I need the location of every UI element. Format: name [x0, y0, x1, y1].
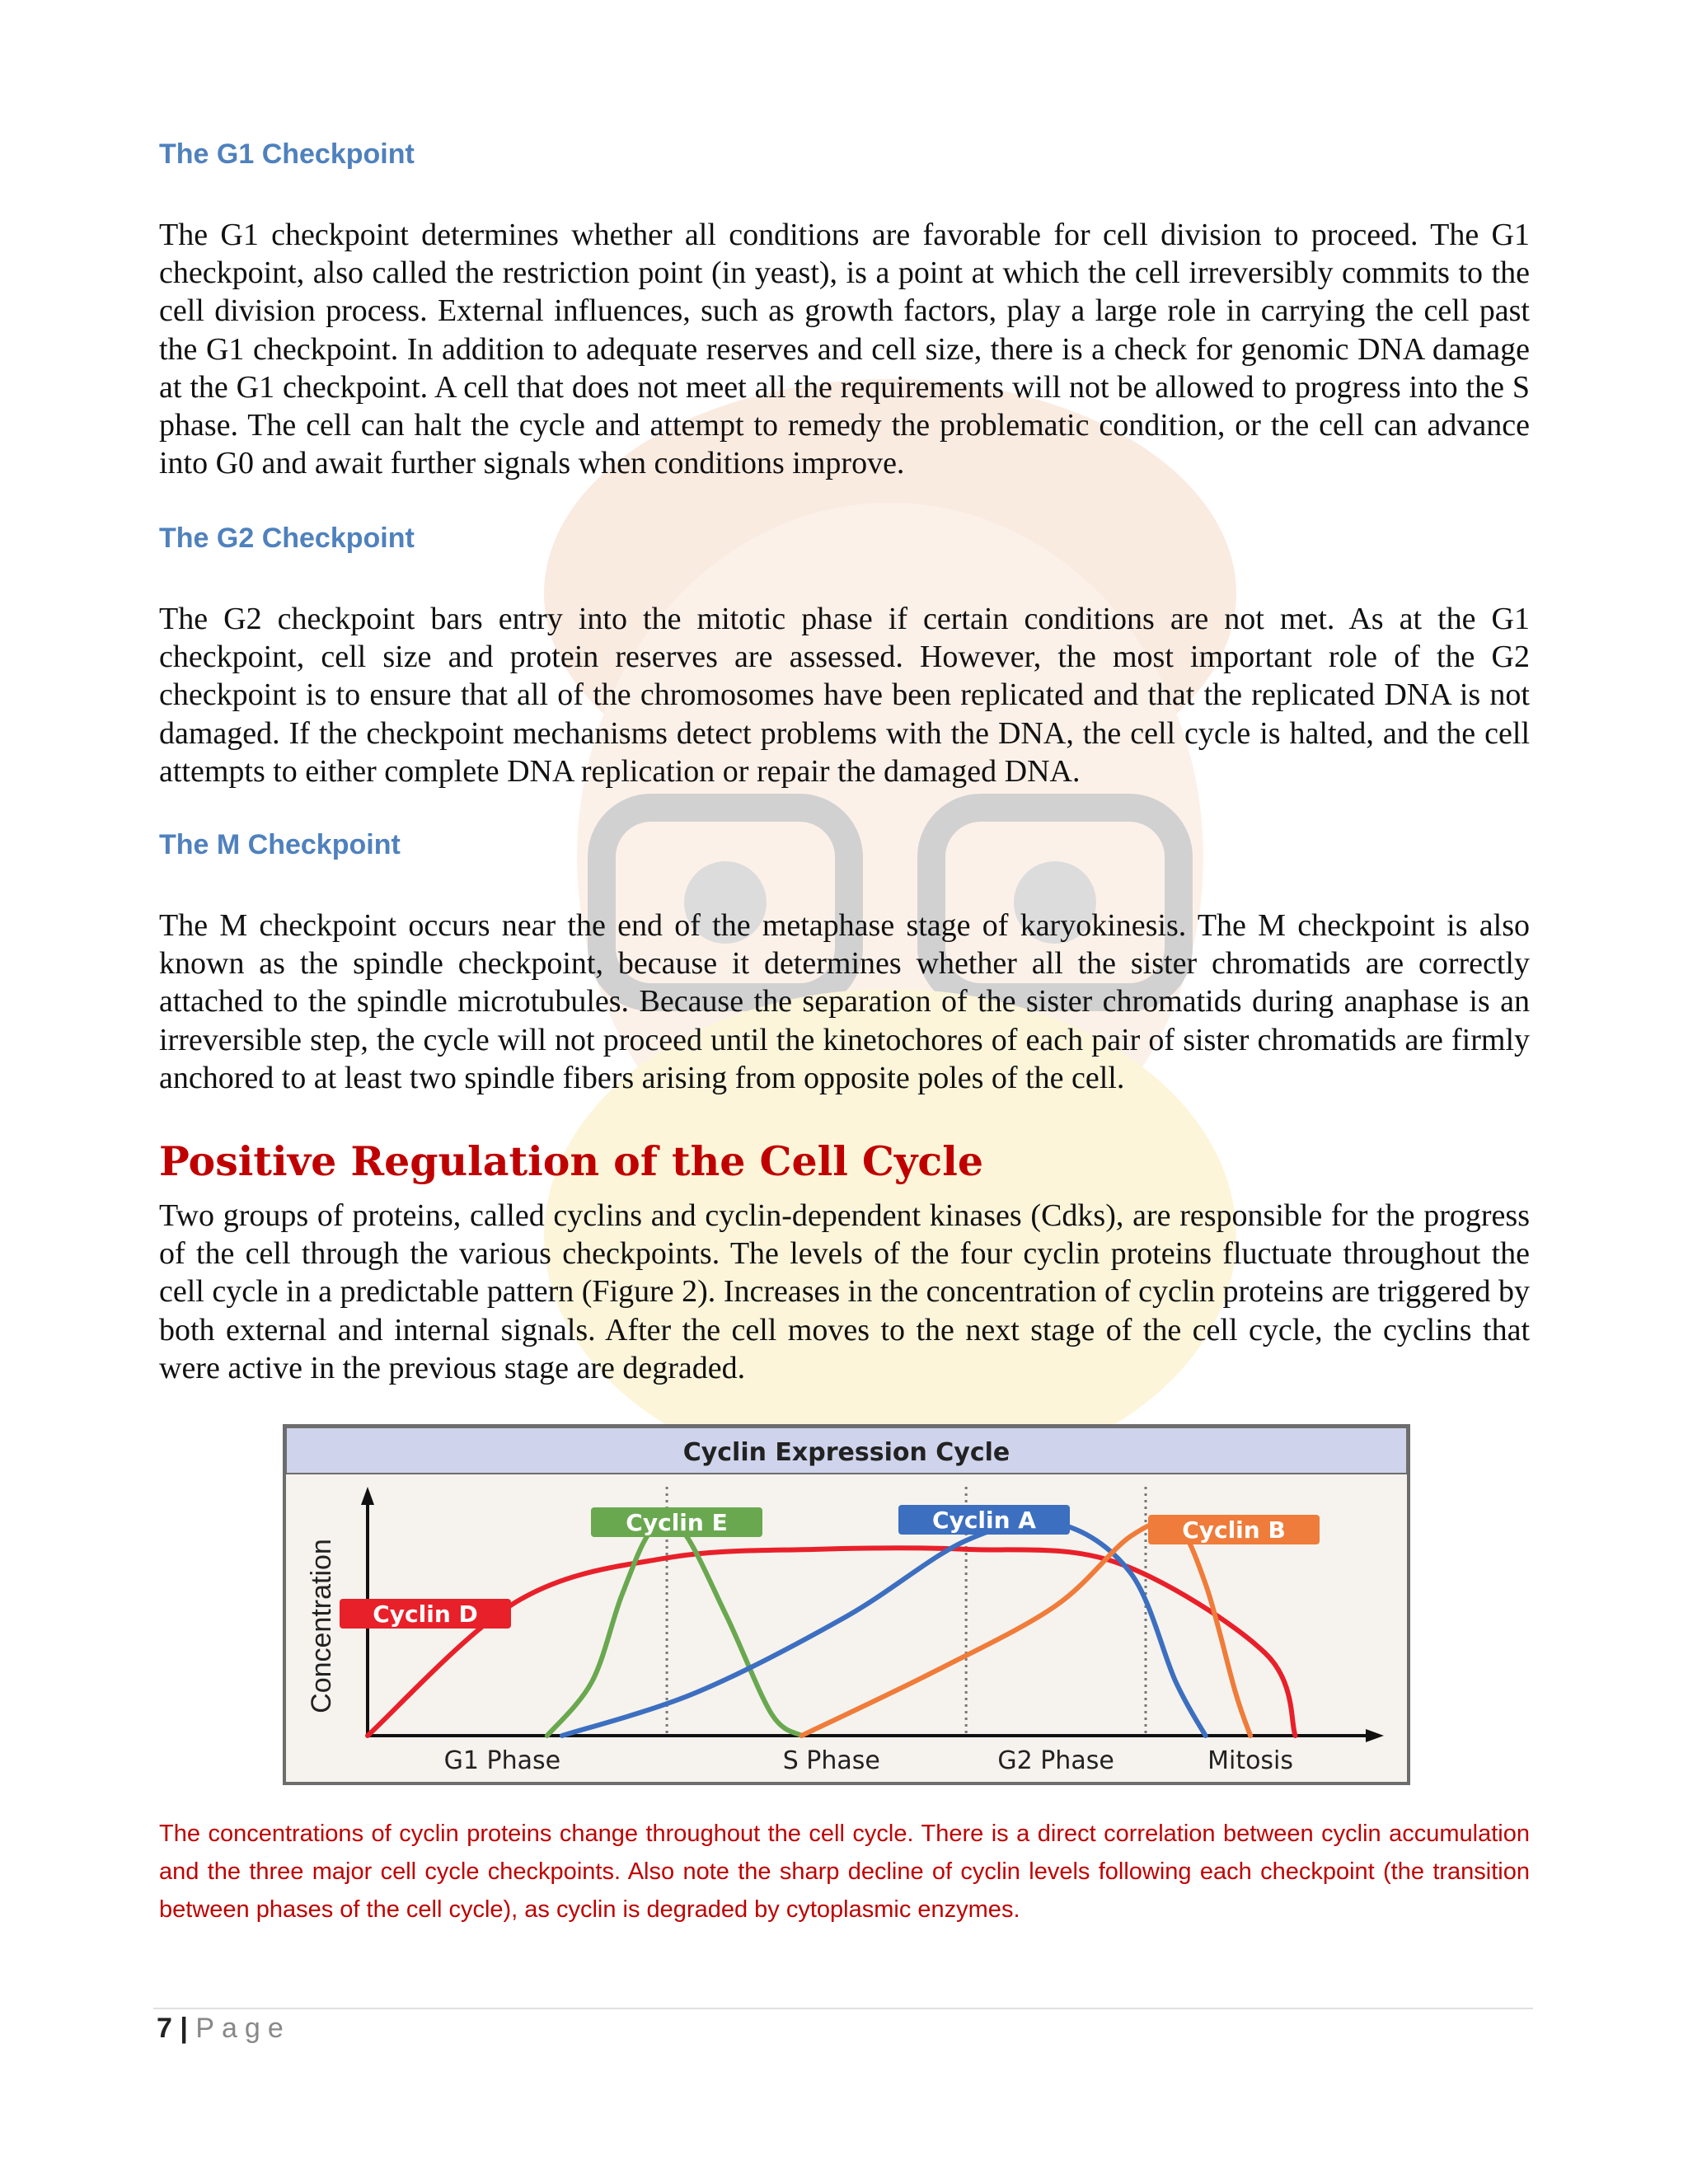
- legend-label-cyclin-a: Cyclin A: [932, 1507, 1036, 1534]
- legend-label-cyclin-e: Cyclin E: [626, 1509, 728, 1536]
- footer-separator: |: [180, 2013, 188, 2044]
- phase-label-2: S Phase: [782, 1746, 880, 1775]
- chart-title: Cyclin Expression Cycle: [682, 1438, 1010, 1467]
- legend-label-cyclin-d: Cyclin D: [373, 1601, 478, 1628]
- y-axis-label: Concentration: [306, 1539, 337, 1713]
- phase-label-1: G1 Phase: [443, 1746, 561, 1775]
- section-paragraph-m: The M checkpoint occurs near the end of the metaphase stage of karyokinesis. The M checkpoint is also known as the spindle checkpoint, because it determines whether all the sister chromatids are correctly attached to the spindle microtubules. Because the separation of the sister chromatids during anaphase is an irreversible step, the cycle will not proceed until the kinetochores of each pair of sister chromatids are firmly anchored to at least two spindle fibers arising from opposite poles of the cell.: [159, 908, 1530, 1095]
- section-heading-g1: The G1 Checkpoint: [159, 138, 415, 170]
- phase-label-3: G2 Phase: [997, 1746, 1114, 1775]
- section-heading-g2: The G2 Checkpoint: [159, 523, 415, 554]
- page-footer: [157, 2013, 291, 2045]
- section-paragraph-g2: The G2 checkpoint bars entry into the mitotic phase if certain conditions are not met. As at the G1 checkpoint, cell size and protein reserves are assessed. However, the most important role of the G2 checkpoint is to ensure that all of the chromosomes have been replicated and that the replicated DNA is not damaged. If the checkpoint mechanisms detect problems with the DNA, the cell cycle is halted, and the cell attempts to either complete DNA replication or repair the damaged DNA.: [159, 602, 1530, 789]
- positive-regulation-paragraph: Two groups of proteins, called cyclins and cyclin-dependent kinases (Cdks), are responsible for the progress of the cell through the various checkpoints. The levels of the four cyclin proteins fluctuate throughout the cell cycle in a predictable pattern (Figure 2). Increases in the concentration of cyclin proteins are triggered by both external and internal signals. After the cell moves to the next stage of the cell cycle, the cyclins that were active in the previous stage are degraded.: [159, 1198, 1530, 1385]
- cyclin-expression-chart: [283, 1424, 1410, 1785]
- page-word: Page: [195, 2013, 291, 2044]
- legend-label-cyclin-b: Cyclin B: [1182, 1516, 1286, 1544]
- section-paragraph-g1: The G1 checkpoint determines whether all conditions are favorable for cell division to proceed. The G1 checkpoint, also called the restriction point (in yeast), is a point at which the cell irreversibly commits to the cell division process. External influences, such as growth factors, play a large role in carrying the cell past the G1 checkpoint. In addition to adequate reserves and cell size, there is a check for genomic DNA damage at the G1 checkpoint. A cell that does not meet all the requirements will not be allowed to progress into the S phase. The cell can halt the cycle and attempt to remedy the problematic condition, or the cell can advance into G0 and await further signals when conditions improve.: [159, 218, 1530, 481]
- figure-caption: The concentrations of cyclin proteins change throughout the cell cycle. There is a direct correlation between cyclin accumulation and the three major cell cycle checkpoints. Also note the sharp decline of cyclin levels following each checkpoint (the transition between phases of the cell cycle), as cyclin is degraded by cytoplasmic enzymes.: [159, 1821, 1530, 1923]
- phase-label-4: Mitosis: [1207, 1746, 1294, 1775]
- page-number: 7: [157, 2013, 172, 2044]
- positive-regulation-heading: Positive Regulation of the Cell Cycle: [159, 1137, 984, 1185]
- section-heading-m: The M Checkpoint: [159, 829, 401, 860]
- footer-divider: [153, 2008, 1533, 2009]
